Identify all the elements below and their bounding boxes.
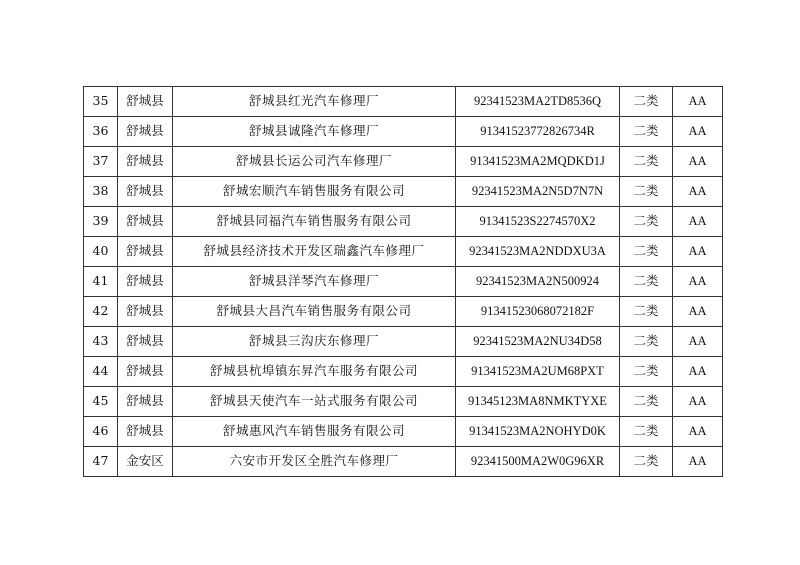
area-cell: 舒城县 [118, 237, 173, 267]
class-cell: 二类 [620, 147, 673, 177]
row-number-cell: 37 [84, 147, 118, 177]
credit-code-cell: 92341500MA2W0G96XR [456, 447, 620, 477]
table-row [84, 417, 723, 447]
area-cell: 舒城县 [118, 87, 173, 117]
credit-code-cell: 92341523MA2N5D7N7N [456, 177, 620, 207]
area-cell: 舒城县 [118, 177, 173, 207]
grade-cell: AA [673, 237, 723, 267]
company-name-cell: 六安市开发区全胜汽车修理厂 [173, 447, 456, 477]
grade-cell: AA [673, 117, 723, 147]
row-number-cell: 45 [84, 387, 118, 417]
company-name-cell: 舒城宏顺汽车销售服务有限公司 [173, 177, 456, 207]
area-cell: 舒城县 [118, 147, 173, 177]
class-cell: 二类 [620, 327, 673, 357]
registry-table [83, 86, 723, 477]
row-number-cell: 43 [84, 327, 118, 357]
row-number-cell: 47 [84, 447, 118, 477]
grade-cell: AA [673, 387, 723, 417]
company-name-cell: 舒城县红光汽车修理厂 [173, 87, 456, 117]
table-row [84, 147, 723, 177]
row-number-cell: 39 [84, 207, 118, 237]
credit-code-cell: 92341523MA2NDDXU3A [456, 237, 620, 267]
company-name-cell: 舒城县诚隆汽车修理厂 [173, 117, 456, 147]
table-row [84, 237, 723, 267]
row-number-cell: 36 [84, 117, 118, 147]
company-name-cell: 舒城县杭埠镇东昇汽车服务有限公司 [173, 357, 456, 387]
class-cell: 二类 [620, 417, 673, 447]
credit-code-cell: 91345123MA8NMKTYXE [456, 387, 620, 417]
area-cell: 舒城县 [118, 417, 173, 447]
company-name-cell: 舒城县长运公司汽车修理厂 [173, 147, 456, 177]
row-number-cell: 42 [84, 297, 118, 327]
class-cell: 二类 [620, 177, 673, 207]
credit-code-cell: 91341523MA2UM68PXT [456, 357, 620, 387]
area-cell: 舒城县 [118, 327, 173, 357]
table-row [84, 387, 723, 417]
company-name-cell: 舒城县三沟庆东修理厂 [173, 327, 456, 357]
class-cell: 二类 [620, 207, 673, 237]
area-cell: 舒城县 [118, 207, 173, 237]
area-cell: 舒城县 [118, 297, 173, 327]
table-row [84, 117, 723, 147]
credit-code-cell: 92341523MA2NU34D58 [456, 327, 620, 357]
class-cell: 二类 [620, 447, 673, 477]
company-name-cell: 舒城县大昌汽车销售服务有限公司 [173, 297, 456, 327]
class-cell: 二类 [620, 87, 673, 117]
table-row [84, 357, 723, 387]
class-cell: 二类 [620, 267, 673, 297]
table-row [84, 327, 723, 357]
area-cell: 舒城县 [118, 267, 173, 297]
area-cell: 舒城县 [118, 357, 173, 387]
credit-code-cell: 91341523772826734R [456, 117, 620, 147]
area-cell: 金安区 [118, 447, 173, 477]
row-number-cell: 35 [84, 87, 118, 117]
company-name-cell: 舒城县洋琴汽车修理厂 [173, 267, 456, 297]
grade-cell: AA [673, 297, 723, 327]
company-name-cell: 舒城县经济技术开发区瑞鑫汽车修理厂 [173, 237, 456, 267]
row-number-cell: 44 [84, 357, 118, 387]
company-name-cell: 舒城县同福汽车销售服务有限公司 [173, 207, 456, 237]
class-cell: 二类 [620, 237, 673, 267]
area-cell: 舒城县 [118, 387, 173, 417]
grade-cell: AA [673, 417, 723, 447]
grade-cell: AA [673, 177, 723, 207]
credit-code-cell: 92341523MA2TD8536Q [456, 87, 620, 117]
table-row [84, 87, 723, 117]
class-cell: 二类 [620, 117, 673, 147]
row-number-cell: 41 [84, 267, 118, 297]
class-cell: 二类 [620, 297, 673, 327]
grade-cell: AA [673, 327, 723, 357]
company-name-cell: 舒城县天使汽车一站式服务有限公司 [173, 387, 456, 417]
class-cell: 二类 [620, 387, 673, 417]
company-name-cell: 舒城惠风汽车销售服务有限公司 [173, 417, 456, 447]
grade-cell: AA [673, 207, 723, 237]
credit-code-cell: 91341523MA2NOHYD0K [456, 417, 620, 447]
credit-code-cell: 92341523MA2N500924 [456, 267, 620, 297]
table-row [84, 267, 723, 297]
grade-cell: AA [673, 357, 723, 387]
table-row [84, 447, 723, 477]
grade-cell: AA [673, 447, 723, 477]
area-cell: 舒城县 [118, 117, 173, 147]
table-row [84, 207, 723, 237]
row-number-cell: 40 [84, 237, 118, 267]
grade-cell: AA [673, 87, 723, 117]
class-cell: 二类 [620, 357, 673, 387]
credit-code-cell: 91341523068072182F [456, 297, 620, 327]
grade-cell: AA [673, 267, 723, 297]
registry-table-body [84, 87, 723, 477]
credit-code-cell: 91341523S2274570X2 [456, 207, 620, 237]
table-row [84, 297, 723, 327]
row-number-cell: 38 [84, 177, 118, 207]
credit-code-cell: 91341523MA2MQDKD1J [456, 147, 620, 177]
grade-cell: AA [673, 147, 723, 177]
row-number-cell: 46 [84, 417, 118, 447]
table-row [84, 177, 723, 207]
